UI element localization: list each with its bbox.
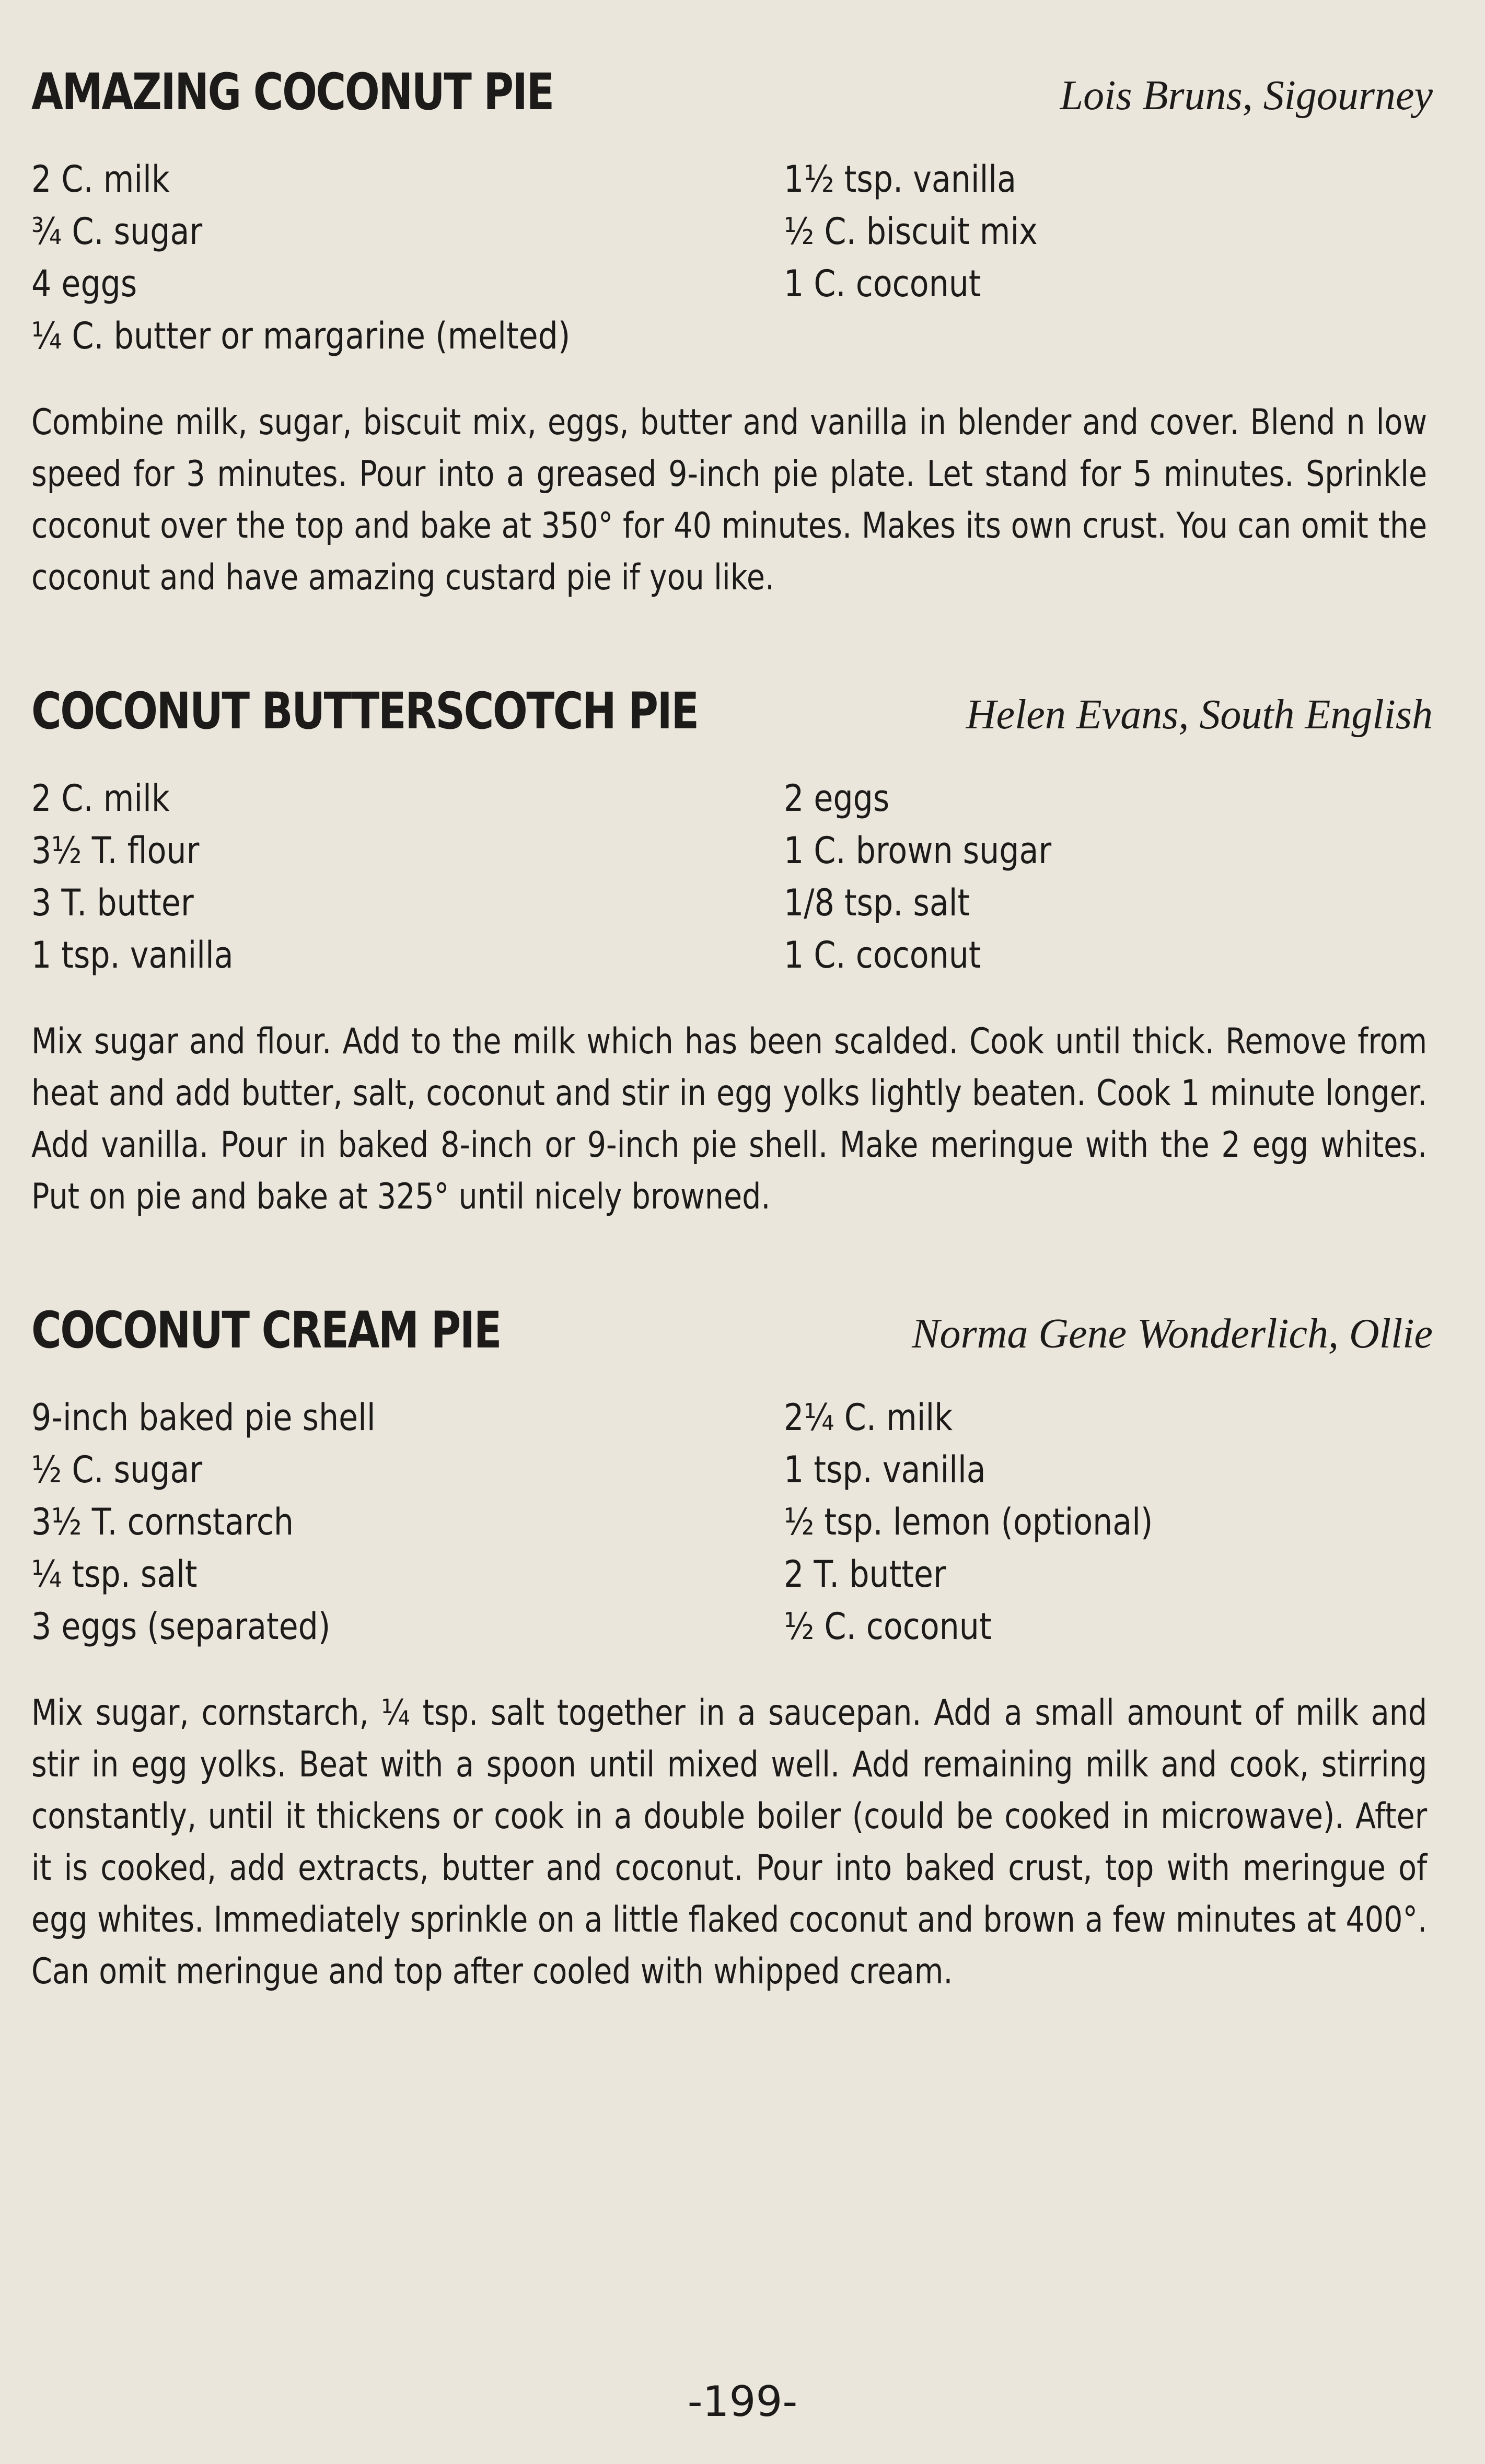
ingredient: ¾ C. sugar	[31, 210, 203, 253]
recipe-title: COCONUT CREAM PIE	[31, 1301, 501, 1359]
recipe-author: Lois Bruns, Sigourney	[1060, 73, 1433, 119]
recipe-coconut-butterscotch-pie	[31, 682, 1433, 1223]
ingredient: 1/8 tsp. salt	[784, 881, 970, 924]
recipe-title: COCONUT BUTTERSCOTCH PIE	[31, 682, 698, 740]
ingredient: 1 tsp. vanilla	[784, 1448, 986, 1491]
recipe-coconut-cream-pie	[31, 1301, 1433, 1997]
ingredient: 1 C. coconut	[784, 262, 981, 305]
ingredient: 4 eggs	[31, 262, 137, 305]
ingredient: 3 T. butter	[31, 881, 194, 924]
ingredient: 2 C. milk	[31, 777, 170, 820]
ingredient: ½ tsp. lemon (optional)	[784, 1501, 1153, 1543]
ingredient: ½ C. biscuit mix	[784, 210, 1038, 253]
ingredient: 1 C. brown sugar	[784, 829, 1052, 872]
ingredient: 2¼ C. milk	[784, 1396, 953, 1439]
ingredient: 3½ T. flour	[31, 829, 200, 872]
recipe-amazing-coconut-pie	[31, 63, 1433, 603]
ingredient: 9-inch baked pie shell	[31, 1396, 376, 1439]
ingredient: 2 eggs	[784, 777, 890, 820]
ingredient: 2 T. butter	[784, 1553, 946, 1596]
ingredient: 1 tsp. vanilla	[31, 934, 234, 977]
recipe-header	[31, 63, 1433, 121]
recipe-author: Helen Evans, South English	[966, 692, 1433, 738]
recipe-directions: Combine milk, sugar, biscuit mix, eggs, butter and vanilla in blender and cover. Blend n low speed for 3 minutes. Pour into a greased 9-inch pie plate. Let stand for 5 minutes. Sprinkle coconut over the top and bake at 350° for 40 minutes. Makes its own crust. You can omit the coconut and have amazing custard pie if you like.	[31, 402, 1428, 598]
recipe-author: Norma Gene Wonderlich, Ollie	[912, 1311, 1433, 1357]
ingredient: 3½ T. cornstarch	[31, 1501, 294, 1543]
ingredient: 1½ tsp. vanilla	[784, 158, 1016, 201]
page-number: -199-	[687, 2377, 798, 2426]
ingredient-list	[31, 1396, 1433, 1648]
ingredient: 3 eggs (separated)	[31, 1605, 331, 1648]
ingredient-list	[31, 158, 1433, 357]
ingredient: ½ C. sugar	[31, 1448, 203, 1491]
ingredient-list	[31, 777, 1433, 977]
ingredient: ¼ C. butter or margarine (melted)	[31, 315, 571, 357]
ingredient: 1 C. coconut	[784, 934, 981, 977]
ingredient: ¼ tsp. salt	[31, 1553, 198, 1596]
recipe-directions: Mix sugar and flour. Add to the milk which has been scalded. Cook until thick. Remove from heat and add butter, salt, coconut and stir in egg yolks lightly beaten. Cook 1 minute longer. Add vanilla. Pour in baked 8-inch or 9-inch pie shell. Make meringue with the 2 egg whites. Put on pie and bake at 325° until nicely browned.	[31, 1021, 1428, 1217]
ingredient: ½ C. coconut	[784, 1605, 992, 1648]
recipe-title: AMAZING COCONUT PIE	[31, 63, 553, 121]
recipe-directions: Mix sugar, cornstarch, ¼ tsp. salt together in a saucepan. Add a small amount of milk and stir in egg yolks. Beat with a spoon until mixed well. Add remaining milk and cook, stirring constantly, until it thickens or cook in a double boiler (could be cooked in microwave). After it is cooked, add extracts, butter and coconut. Pour into baked crust, top with meringue of egg whites. Immediately sprinkle on a little flaked coconut and brown a few minutes at 400°. Can omit meringue and top after cooled with whipped cream.	[31, 1692, 1428, 1992]
recipe-header	[31, 1301, 1433, 1359]
recipe-header	[31, 682, 1433, 740]
ingredient: 2 C. milk	[31, 158, 170, 201]
